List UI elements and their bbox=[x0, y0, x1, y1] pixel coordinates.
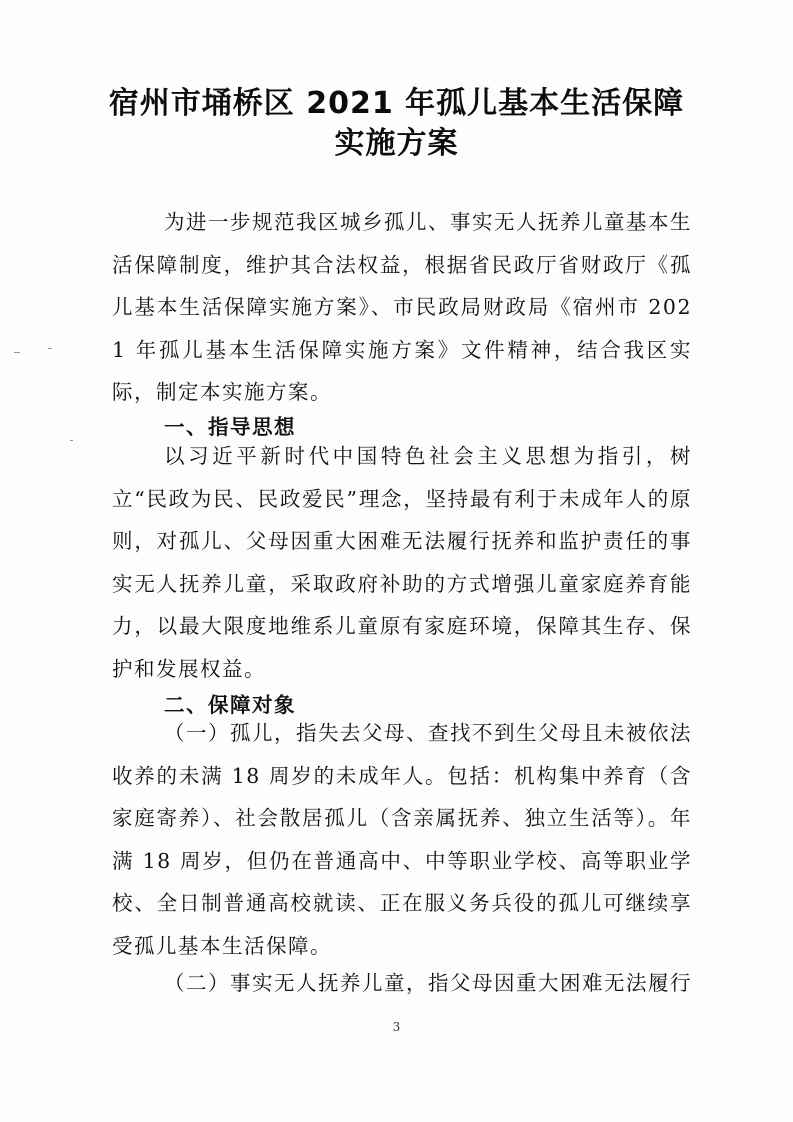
section-body-guiding-ideology: 以习近平新时代中国特色社会主义思想为指引，树立“民政为民、民政爱民”理念，坚持最有利于未成年人的原则，对孤儿、父母因重大困难无法履行抚养和监护责任的事实无人抚养儿童，采取政府补助的方式增强儿童家庭养育能力，以最大限度地维系儿童原有家庭环境，保障其生存、保护和发展权益。 bbox=[112, 444, 692, 681]
beneficiary-item-orphans: （一）孤儿，指失去父母、查找不到生父母且未被依法收养的未满 18 周岁的未成年人。包括：机构集中养育（含家庭寄养）、社会散居孤儿（含亲属抚养、独立生活等）。年满 18 周岁，但仍在普通高中、中等职业学校、高等职业学校、全日制普通高校就读、正在服义务兵役的孤儿可继续享受孤儿基本生活保障。 bbox=[112, 721, 692, 958]
document-title-line-1: 宿州市埇桥区 2021 年孤儿基本生活保障 bbox=[108, 86, 685, 121]
scan-mark bbox=[14, 352, 20, 353]
section-heading-beneficiaries: 二、保障对象 bbox=[164, 693, 296, 717]
scan-mark bbox=[70, 440, 73, 441]
section-heading-guiding-ideology: 一、指导思想 bbox=[164, 415, 296, 439]
beneficiary-item-de-facto-unsupported-children: （二）事实无人抚养儿童，指父母因重大困难无法履行 bbox=[164, 971, 692, 995]
scan-mark bbox=[48, 348, 52, 349]
document-title-line-2: 实施方案 bbox=[334, 126, 459, 161]
page-number: 3 bbox=[392, 1020, 401, 1034]
intro-paragraph: 为进一步规范我区城乡孤儿、事实无人抚养儿童基本生活保障制度，维护其合法权益，根据省民政厅省财政厅《孤儿基本生活保障实施方案》、市民政局财政局《宿州市 2021 年孤儿基本生活保障实施方案》文件精神，结合我区实际，制定本实施方案。 bbox=[112, 210, 692, 404]
